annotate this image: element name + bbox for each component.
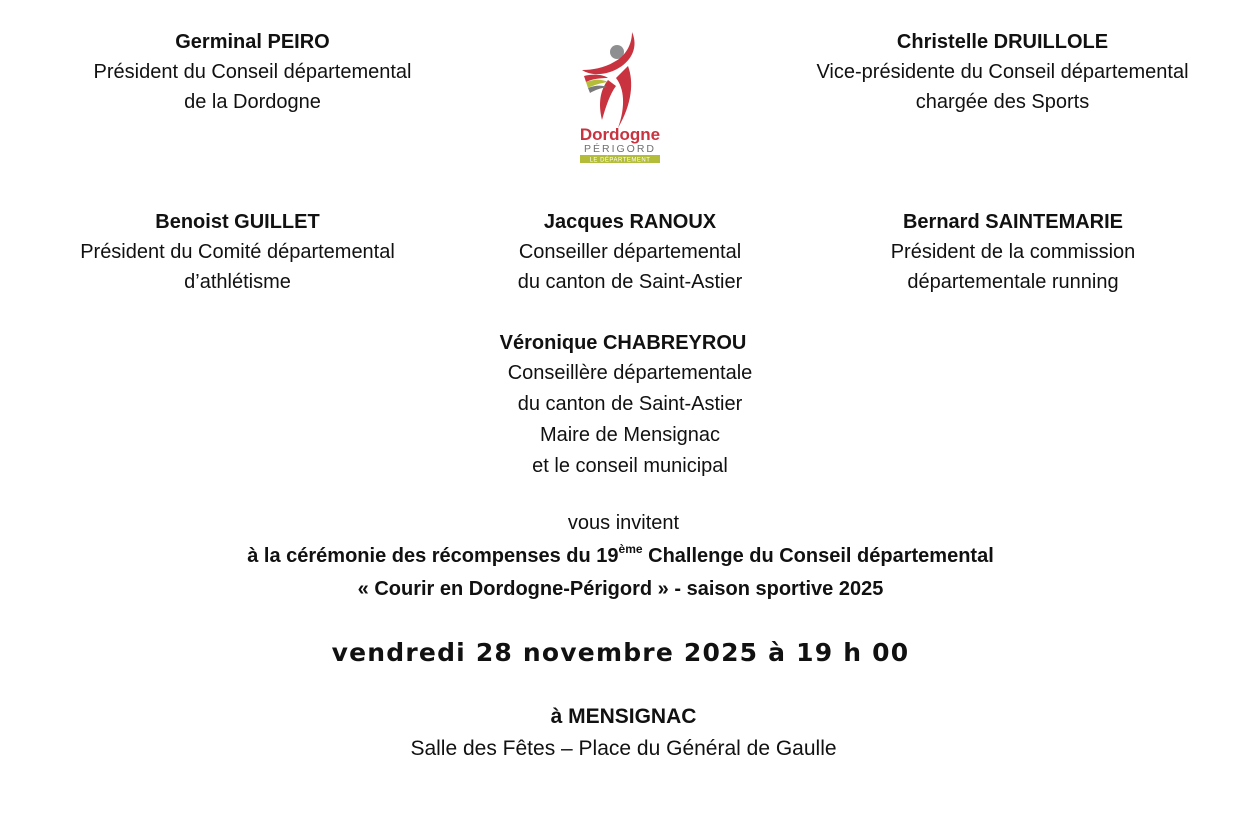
host-chabreyrou bbox=[460, 328, 800, 482]
invitation-intro: vous invitent bbox=[567, 512, 680, 534]
host-guillet bbox=[20, 207, 455, 297]
logo-brand-line2: PÉRIGORD bbox=[583, 143, 657, 155]
host-role: Président du Conseil départemental bbox=[93, 61, 412, 83]
host-name: Germinal PEIRO bbox=[175, 31, 330, 53]
logo-figure-body-icon bbox=[616, 66, 631, 128]
dordogne-perigord-logo bbox=[570, 30, 670, 166]
host-role: Vice-présidente du Conseil départemental bbox=[816, 61, 1189, 83]
host-role: de la Dordogne bbox=[184, 91, 321, 113]
host-name: Véronique CHABREYROU bbox=[499, 332, 747, 354]
host-role: du canton de Saint-Astier bbox=[517, 393, 743, 415]
host-role: Maire de Mensignac bbox=[539, 424, 721, 446]
logo-tagline: LE DÉPARTEMENT bbox=[589, 157, 651, 164]
host-role: Président du Comité départemental bbox=[80, 241, 395, 263]
host-name: Benoist GUILLET bbox=[155, 211, 320, 233]
host-role: Conseiller départemental bbox=[518, 241, 742, 263]
host-role: d’athlétisme bbox=[184, 271, 291, 293]
host-role: Président de la commission bbox=[890, 241, 1136, 263]
host-role: Conseillère départementale bbox=[507, 362, 753, 384]
logo-brand-line1: Dordogne bbox=[579, 125, 661, 144]
host-saintemarie bbox=[843, 207, 1183, 297]
host-peiro bbox=[40, 27, 465, 117]
host-role: du canton de Saint-Astier bbox=[517, 271, 743, 293]
host-ranoux bbox=[460, 207, 800, 297]
invitation-headline bbox=[0, 542, 1241, 568]
headline-after: Challenge du Conseil départemental bbox=[642, 545, 994, 567]
host-name: Jacques RANOUX bbox=[543, 211, 717, 233]
headline-sup: ème bbox=[618, 542, 643, 556]
host-name: Bernard SAINTEMARIE bbox=[902, 211, 1124, 233]
host-role: et le conseil municipal bbox=[532, 455, 728, 477]
event-date: vendredi 28 novembre 2025 à 19 h 00 bbox=[331, 638, 910, 667]
invitation-subtitle: « Courir en Dordogne-Périgord » - saison sportive 2025 bbox=[357, 578, 884, 600]
event-city: à MENSIGNAC bbox=[550, 705, 697, 728]
host-druillole bbox=[770, 27, 1235, 117]
event-address: Salle des Fêtes – Place du Général de Gaulle bbox=[410, 737, 837, 760]
host-name: Christelle DRUILLOLE bbox=[896, 31, 1109, 53]
headline-before: à la cérémonie des récompenses du 19 bbox=[247, 545, 619, 567]
host-role: départementale running bbox=[907, 271, 1119, 293]
host-role: chargée des Sports bbox=[915, 91, 1090, 113]
